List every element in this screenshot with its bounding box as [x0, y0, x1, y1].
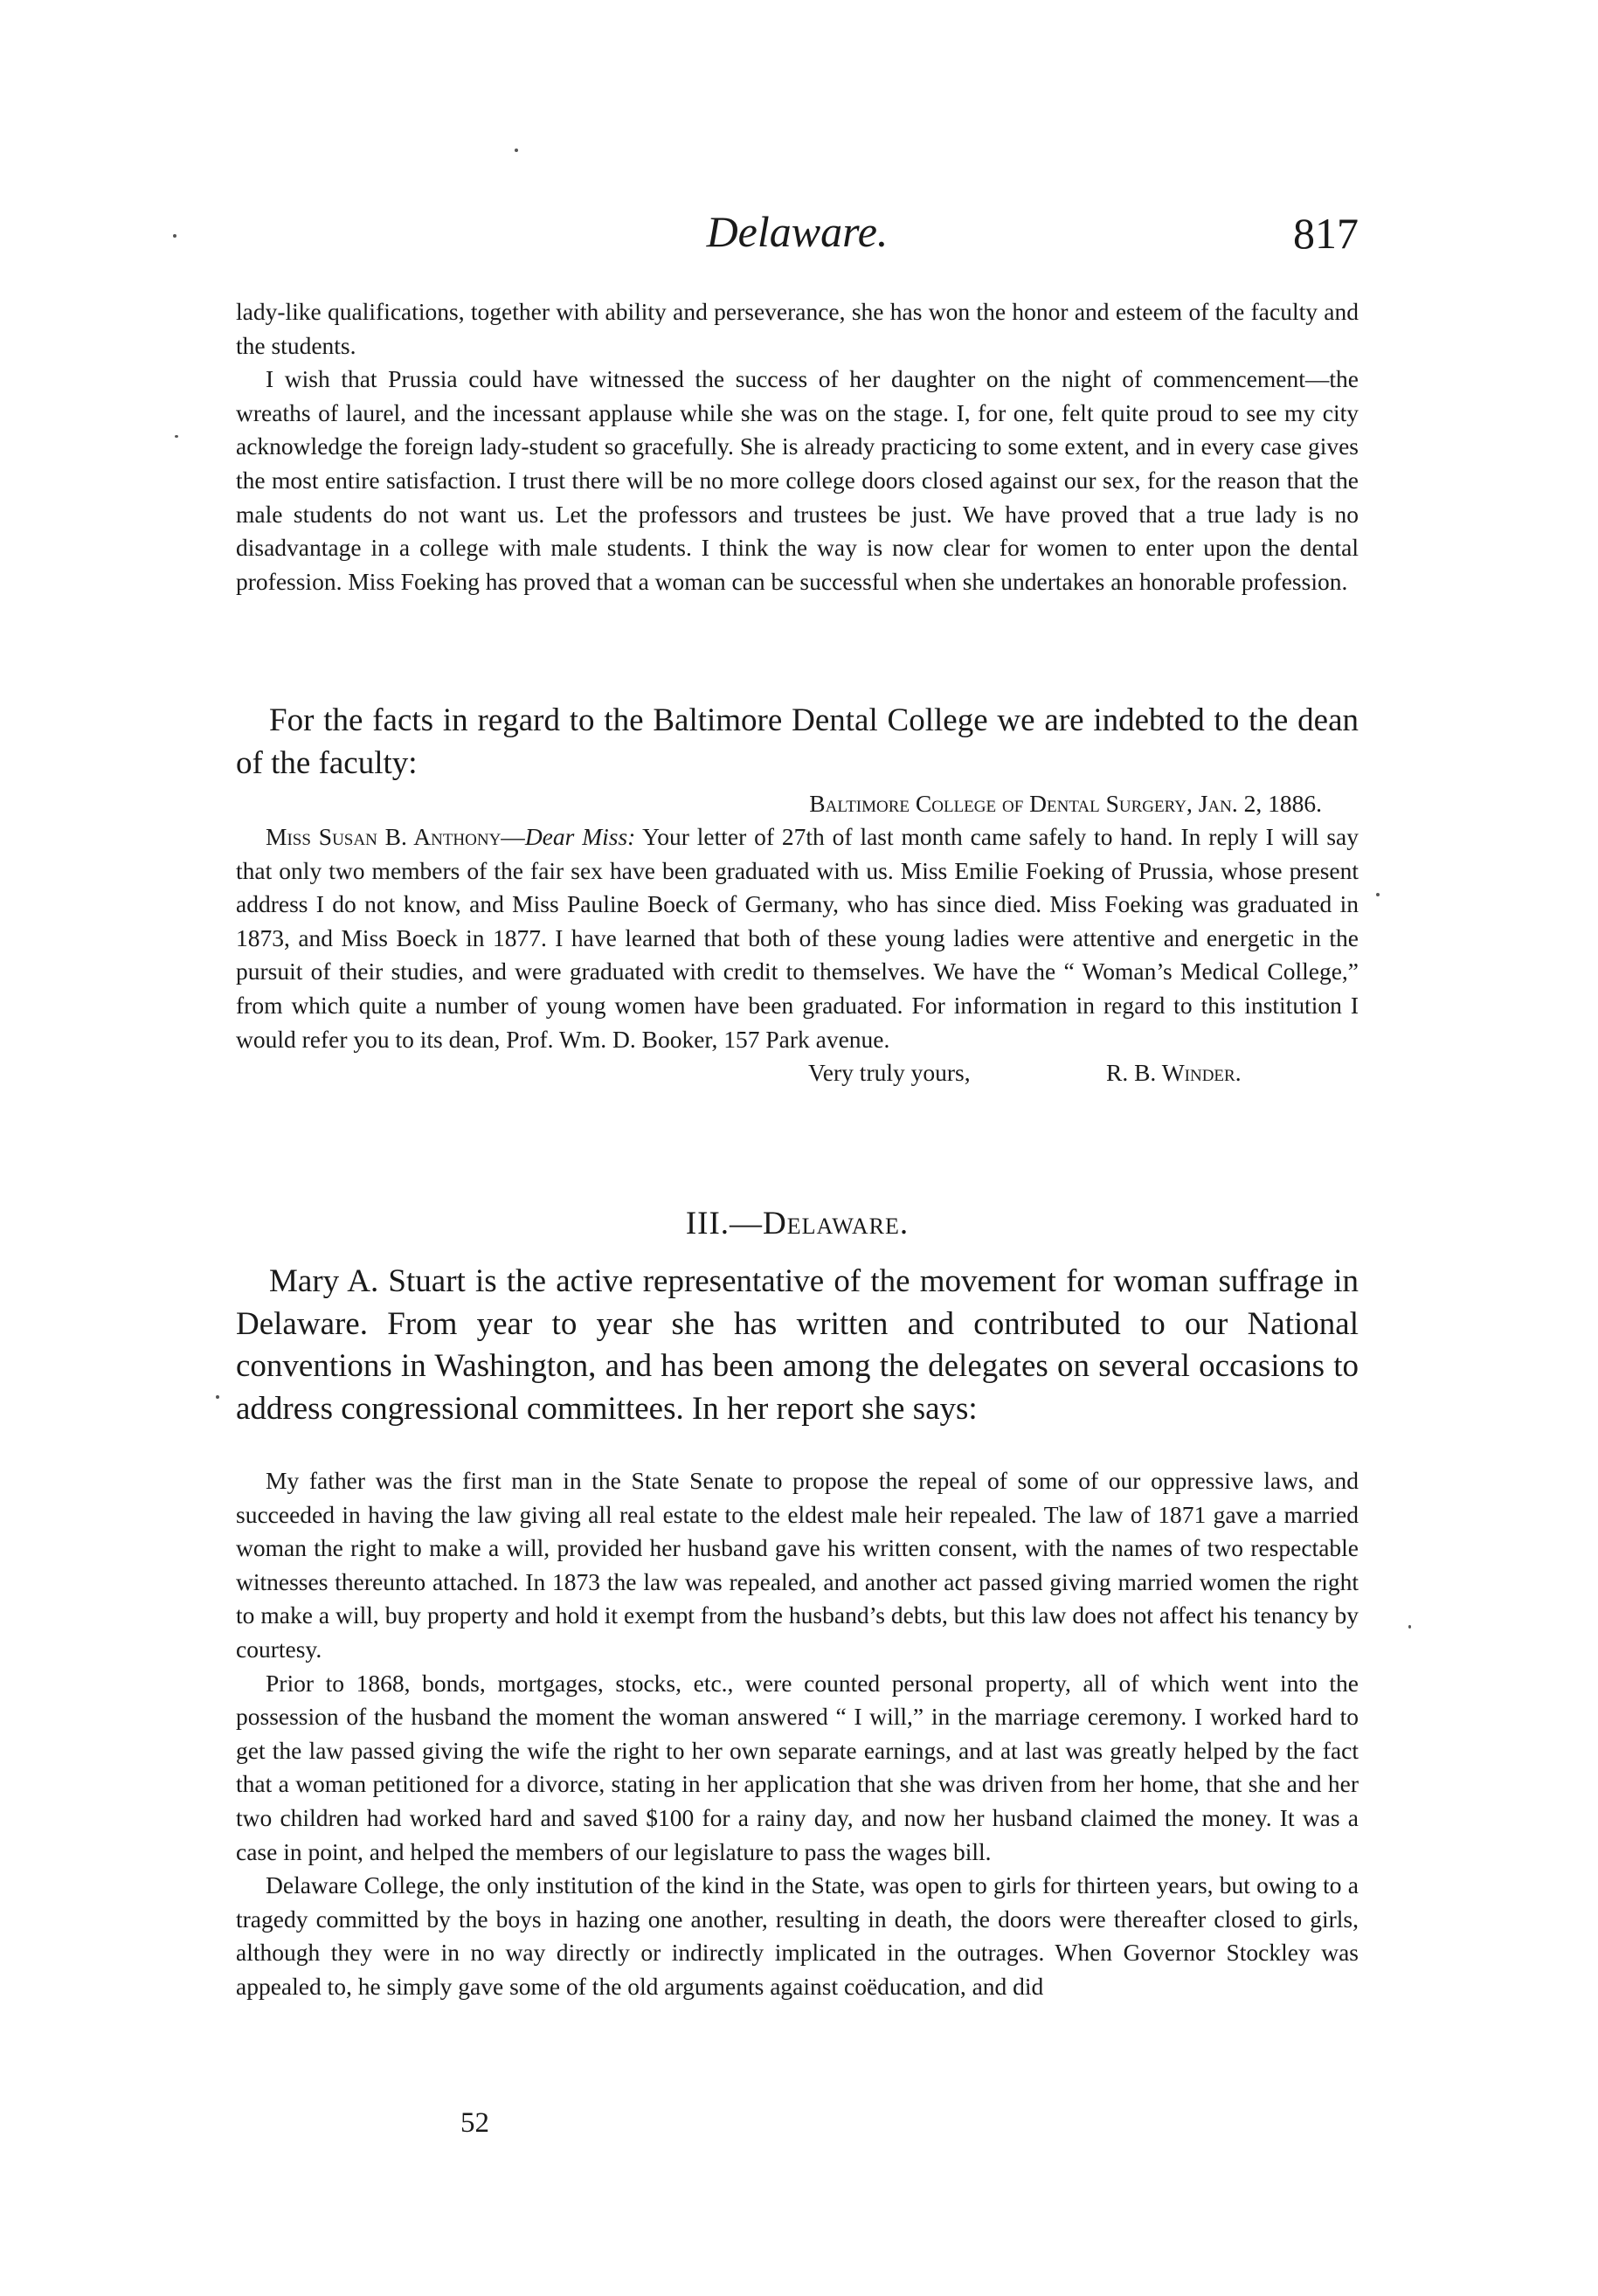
report-paragraph: Delaware College, the only institution of the kind in the State, was open to girls for thirteen years, but owing to a tragedy committed by the boys in hazing one another, resulting in death, the doors were thereafter closed to girls, although they were in no way directly or indirectly implicated in the outrages. When Governor Stockley was appealed to, he simply gave some of the old arguments against coëducation, and did [236, 1871, 1359, 2000]
intro-paragraph: For the facts in regard to the Baltimore Dental College we are indebted to the dean of the faculty: [236, 702, 1359, 781]
report-paragraph: My father was the first man in the State Senate to propose the repeal of some of our oppressive laws, and succeeded in having the law giving all real estate to the eldest male heir repealed. The law of 1871 gave a married woman the right to make a will, provided her husband gave his written consent, with the names of two respectable witnesses thereunto attached. In 1873 the law was repealed, and another act passed giving married women the right to make a will, buy property and hold it exempt from the husband’s debts, but this law does not affect his tenancy by courtesy. [236, 1467, 1359, 1663]
continued-paragraph: lady-like qualifications, together with ability and perseverance, she has won the honor and esteem of the faculty and the students. [236, 298, 1359, 359]
section-intro-block [236, 1261, 1359, 1430]
margin-speck [1408, 1625, 1411, 1629]
letter-valediction: Very truly yours, [808, 1059, 971, 1087]
letter-heading: Baltimore College of Dental Surgery, Jan. 2, 1886. [809, 790, 1322, 817]
section-intro: Mary A. Stuart is the active representative of the movement for woman suffrage in Delaware. From year to year she has written and contributed to our National conventions in Washington, and has been among the delegates on several occasions to address congressional committees. In her report she says: [236, 1263, 1359, 1427]
letter-body [236, 820, 1359, 1056]
letter-closing [236, 1056, 1359, 1091]
report-paragraph: Prior to 1868, bonds, mortgages, stocks, etc., were counted personal property, all of which went into the possession of the husband the moment the woman answered “ I will,” in the marriage ceremony. I worked hard to get the law passed giving the wife the right to her own separate earnings, and at last was greatly helped by the fact that a woman petitioned for a divorce, stating in her application that she was driven from her home, that she and her two children had worked hard and saved $100 for a rainy day, and now her husband claimed the money. It was a case in point, and helped the members of our legislature to pass the wages bill. [236, 1669, 1359, 1865]
letter [236, 787, 1359, 1091]
book-page [236, 0, 1359, 2296]
signature-mark: 52 [460, 2107, 489, 2139]
margin-speck [1376, 893, 1380, 896]
margin-speck [175, 435, 178, 438]
opening-paragraphs [236, 295, 1359, 598]
running-title: Delaware. [706, 207, 889, 256]
letter-body-text: Your letter of 27th of last month came safely to hand. In reply I will say that only two members of the fair sex have been graduated with us. Miss Emilie Foeking of Prussia, whose present address I do not know, and Miss Pauline Boeck of Germany, who has since died. Miss Foeking was graduated in 1873, and Miss Boeck in 1877. I have learned that both of these young ladies were attentive and energetic in the pursuit of their studies, and were graduated with credit to themselves. We have the “ Woman’s Medical College,” from which quite a number of young women have been graduated. For information in regard to this institution I would refer you to its dean, Prof. Wm. D. Booker, 157 Park avenue. [236, 823, 1359, 1053]
intro-paragraph-block [236, 700, 1359, 785]
running-head [236, 206, 1359, 267]
page-number: 817 [1293, 209, 1359, 258]
letter-addressee: Miss Susan B. Anthony— [266, 823, 525, 850]
margin-speck [173, 234, 176, 238]
section-heading: III.—Delaware. [685, 1206, 910, 1241]
report-paragraphs [236, 1464, 1359, 2004]
paragraph: I wish that Prussia could have witnessed the success of her daughter on the night of commencement—the wreaths of laurel, and the incessant applause while she was on the stage. I, for one, felt quite proud to see my city acknowledge the foreign lady-student so gracefully. She is already practicing to some extent, and in every case gives the most entire satisfaction. I trust there will be no more college doors closed against our sex, for the reason that the male students do not want us. Let the professors and trustees be just. We have proved that a true lady is no disadvantage in a college with male students. I think the way is now clear for women to enter upon the dental profession. Miss Foeking has proved that a woman can be successful when she undertakes an honorable profession. [236, 365, 1359, 595]
letter-signature: R. B. Winder. [1106, 1059, 1242, 1087]
margin-speck [216, 1395, 219, 1399]
letter-salutation: Dear Miss: [524, 823, 636, 850]
